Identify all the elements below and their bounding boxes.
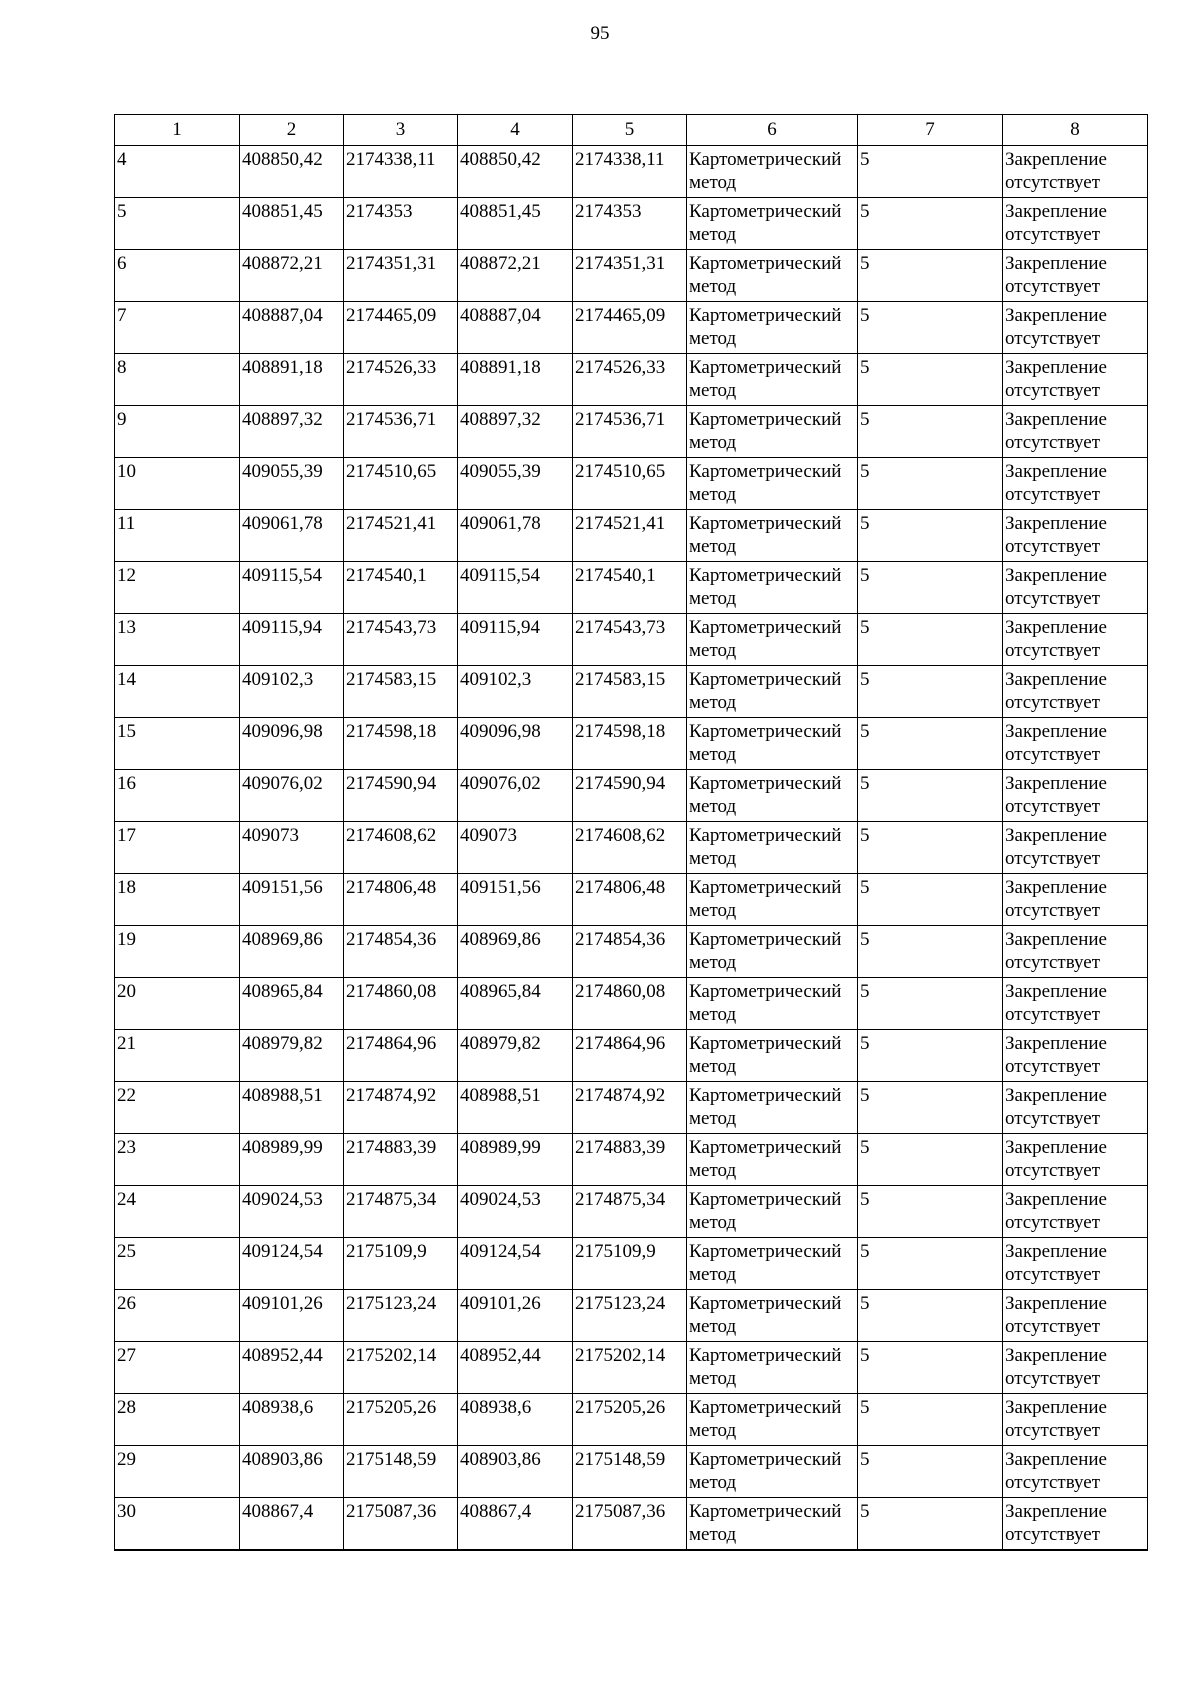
x-new-cell: 409024,53 [458,1186,573,1238]
x-new-cell: 408887,04 [458,302,573,354]
table-row [115,770,1148,822]
method-cell: Картометрический метод [687,1290,858,1342]
table-row [115,406,1148,458]
point-number-cell: 9 [115,406,240,458]
x-old-cell: 408891,18 [240,354,344,406]
method-cell: Картометрический метод [687,1238,858,1290]
point-number-cell: 23 [115,1134,240,1186]
y-old-cell: 2174806,48 [344,874,458,926]
y-new-cell: 2174510,65 [573,458,687,510]
x-old-cell: 408979,82 [240,1030,344,1082]
x-new-cell: 408969,86 [458,926,573,978]
accuracy-cell: 5 [858,198,1003,250]
accuracy-cell: 5 [858,666,1003,718]
y-old-cell: 2175205,26 [344,1394,458,1446]
x-old-cell: 409096,98 [240,718,344,770]
accuracy-cell: 5 [858,1082,1003,1134]
x-new-cell: 409076,02 [458,770,573,822]
fixing-description-cell: Закрепление отсутствует [1003,1082,1148,1134]
point-number-cell: 4 [115,146,240,198]
x-old-cell: 409115,54 [240,562,344,614]
method-cell: Картометрический метод [687,1394,858,1446]
y-new-cell: 2174351,31 [573,250,687,302]
column-header: 7 [858,115,1003,146]
x-old-cell: 408903,86 [240,1446,344,1498]
point-number-cell: 30 [115,1498,240,1550]
accuracy-cell: 5 [858,718,1003,770]
point-number-cell: 10 [115,458,240,510]
accuracy-cell: 5 [858,1290,1003,1342]
point-number-cell: 16 [115,770,240,822]
method-cell: Картометрический метод [687,614,858,666]
accuracy-cell: 5 [858,1446,1003,1498]
table-row [115,146,1148,198]
x-new-cell: 409073 [458,822,573,874]
y-new-cell: 2175109,9 [573,1238,687,1290]
method-cell: Картометрический метод [687,1446,858,1498]
method-cell: Картометрический метод [687,978,858,1030]
fixing-description-cell: Закрепление отсутствует [1003,1394,1148,1446]
y-old-cell: 2174608,62 [344,822,458,874]
table-row [115,874,1148,926]
y-new-cell: 2174860,08 [573,978,687,1030]
x-new-cell: 408897,32 [458,406,573,458]
method-cell: Картометрический метод [687,770,858,822]
column-header: 4 [458,115,573,146]
fixing-description-cell: Закрепление отсутствует [1003,822,1148,874]
table-row [115,1446,1148,1498]
column-header: 6 [687,115,858,146]
fixing-description-cell: Закрепление отсутствует [1003,874,1148,926]
x-new-cell: 409102,3 [458,666,573,718]
table-row [115,198,1148,250]
x-old-cell: 408952,44 [240,1342,344,1394]
y-old-cell: 2174351,31 [344,250,458,302]
x-old-cell: 409124,54 [240,1238,344,1290]
x-old-cell: 408872,21 [240,250,344,302]
table-row [115,926,1148,978]
method-cell: Картометрический метод [687,718,858,770]
point-number-cell: 20 [115,978,240,1030]
x-new-cell: 409124,54 [458,1238,573,1290]
fixing-description-cell: Закрепление отсутствует [1003,458,1148,510]
method-cell: Картометрический метод [687,302,858,354]
x-old-cell: 408851,45 [240,198,344,250]
x-old-cell: 408897,32 [240,406,344,458]
y-new-cell: 2175205,26 [573,1394,687,1446]
method-cell: Картометрический метод [687,822,858,874]
accuracy-cell: 5 [858,1498,1003,1550]
y-new-cell: 2174864,96 [573,1030,687,1082]
y-new-cell: 2175087,36 [573,1498,687,1550]
fixing-description-cell: Закрепление отсутствует [1003,1186,1148,1238]
fixing-description-cell: Закрепление отсутствует [1003,510,1148,562]
point-number-cell: 29 [115,1446,240,1498]
x-new-cell: 408988,51 [458,1082,573,1134]
x-old-cell: 408887,04 [240,302,344,354]
x-old-cell: 408965,84 [240,978,344,1030]
accuracy-cell: 5 [858,510,1003,562]
table-row [115,1030,1148,1082]
method-cell: Картометрический метод [687,1498,858,1550]
y-new-cell: 2174536,71 [573,406,687,458]
y-old-cell: 2174590,94 [344,770,458,822]
y-new-cell: 2174590,94 [573,770,687,822]
method-cell: Картометрический метод [687,458,858,510]
y-old-cell: 2174536,71 [344,406,458,458]
x-new-cell: 408938,6 [458,1394,573,1446]
point-number-cell: 21 [115,1030,240,1082]
accuracy-cell: 5 [858,406,1003,458]
table-row [115,718,1148,770]
y-new-cell: 2175148,59 [573,1446,687,1498]
x-old-cell: 409055,39 [240,458,344,510]
accuracy-cell: 5 [858,874,1003,926]
method-cell: Картометрический метод [687,354,858,406]
y-new-cell: 2174883,39 [573,1134,687,1186]
table-row [115,1290,1148,1342]
method-cell: Картометрический метод [687,1134,858,1186]
y-new-cell: 2174806,48 [573,874,687,926]
fixing-description-cell: Закрепление отсутствует [1003,1446,1148,1498]
accuracy-cell: 5 [858,562,1003,614]
accuracy-cell: 5 [858,1342,1003,1394]
y-old-cell: 2175109,9 [344,1238,458,1290]
header-row [115,115,1148,146]
y-new-cell: 2174521,41 [573,510,687,562]
point-number-cell: 6 [115,250,240,302]
point-number-cell: 25 [115,1238,240,1290]
y-old-cell: 2174874,92 [344,1082,458,1134]
fixing-description-cell: Закрепление отсутствует [1003,718,1148,770]
method-cell: Картометрический метод [687,198,858,250]
x-old-cell: 408850,42 [240,146,344,198]
y-new-cell: 2175202,14 [573,1342,687,1394]
table-row [115,510,1148,562]
accuracy-cell: 5 [858,926,1003,978]
table-row [115,458,1148,510]
method-cell: Картометрический метод [687,406,858,458]
fixing-description-cell: Закрепление отсутствует [1003,354,1148,406]
table-row [115,354,1148,406]
x-new-cell: 409096,98 [458,718,573,770]
point-number-cell: 17 [115,822,240,874]
y-old-cell: 2174875,34 [344,1186,458,1238]
point-number-cell: 11 [115,510,240,562]
accuracy-cell: 5 [858,250,1003,302]
y-old-cell: 2174526,33 [344,354,458,406]
column-header: 8 [1003,115,1148,146]
x-old-cell: 409102,3 [240,666,344,718]
y-old-cell: 2174883,39 [344,1134,458,1186]
fixing-description-cell: Закрепление отсутствует [1003,146,1148,198]
y-old-cell: 2174521,41 [344,510,458,562]
y-old-cell: 2175087,36 [344,1498,458,1550]
x-new-cell: 408891,18 [458,354,573,406]
x-new-cell: 408903,86 [458,1446,573,1498]
point-number-cell: 13 [115,614,240,666]
method-cell: Картометрический метод [687,562,858,614]
table-body [115,146,1148,1550]
method-cell: Картометрический метод [687,146,858,198]
point-number-cell: 27 [115,1342,240,1394]
y-new-cell: 2174353 [573,198,687,250]
y-old-cell: 2175202,14 [344,1342,458,1394]
point-number-cell: 26 [115,1290,240,1342]
y-old-cell: 2174353 [344,198,458,250]
fixing-description-cell: Закрепление отсутствует [1003,562,1148,614]
x-new-cell: 408965,84 [458,978,573,1030]
table-row [115,1394,1148,1446]
point-number-cell: 22 [115,1082,240,1134]
x-old-cell: 408988,51 [240,1082,344,1134]
y-old-cell: 2174543,73 [344,614,458,666]
column-header: 1 [115,115,240,146]
y-old-cell: 2174864,96 [344,1030,458,1082]
y-old-cell: 2174540,1 [344,562,458,614]
point-number-cell: 7 [115,302,240,354]
table-row [115,666,1148,718]
table-row [115,302,1148,354]
column-header: 3 [344,115,458,146]
fixing-description-cell: Закрепление отсутствует [1003,1498,1148,1550]
method-cell: Картометрический метод [687,666,858,718]
x-new-cell: 408872,21 [458,250,573,302]
fixing-description-cell: Закрепление отсутствует [1003,1290,1148,1342]
method-cell: Картометрический метод [687,874,858,926]
method-cell: Картометрический метод [687,1342,858,1394]
x-new-cell: 409061,78 [458,510,573,562]
x-new-cell: 409115,54 [458,562,573,614]
x-old-cell: 408938,6 [240,1394,344,1446]
column-header: 2 [240,115,344,146]
y-old-cell: 2174860,08 [344,978,458,1030]
point-number-cell: 12 [115,562,240,614]
x-old-cell: 409151,56 [240,874,344,926]
x-new-cell: 408850,42 [458,146,573,198]
fixing-description-cell: Закрепление отсутствует [1003,406,1148,458]
x-old-cell: 409115,94 [240,614,344,666]
page-number: 95 [590,23,610,44]
x-old-cell: 409076,02 [240,770,344,822]
accuracy-cell: 5 [858,822,1003,874]
fixing-description-cell: Закрепление отсутствует [1003,198,1148,250]
y-new-cell: 2174338,11 [573,146,687,198]
y-old-cell: 2174598,18 [344,718,458,770]
y-new-cell: 2174583,15 [573,666,687,718]
x-new-cell: 409101,26 [458,1290,573,1342]
y-new-cell: 2174854,36 [573,926,687,978]
x-new-cell: 409115,94 [458,614,573,666]
y-old-cell: 2174465,09 [344,302,458,354]
fixing-description-cell: Закрепление отсутствует [1003,614,1148,666]
accuracy-cell: 5 [858,614,1003,666]
fixing-description-cell: Закрепление отсутствует [1003,1134,1148,1186]
x-old-cell: 409101,26 [240,1290,344,1342]
x-old-cell: 409061,78 [240,510,344,562]
point-number-cell: 8 [115,354,240,406]
x-old-cell: 408989,99 [240,1134,344,1186]
y-new-cell: 2174465,09 [573,302,687,354]
fixing-description-cell: Закрепление отсутствует [1003,770,1148,822]
y-old-cell: 2174338,11 [344,146,458,198]
table-row [115,250,1148,302]
x-old-cell: 408867,4 [240,1498,344,1550]
accuracy-cell: 5 [858,146,1003,198]
x-old-cell: 408969,86 [240,926,344,978]
table-row [115,1082,1148,1134]
x-new-cell: 408851,45 [458,198,573,250]
y-new-cell: 2174543,73 [573,614,687,666]
accuracy-cell: 5 [858,770,1003,822]
accuracy-cell: 5 [858,1186,1003,1238]
x-old-cell: 409024,53 [240,1186,344,1238]
fixing-description-cell: Закрепление отсутствует [1003,1342,1148,1394]
accuracy-cell: 5 [858,302,1003,354]
point-number-cell: 5 [115,198,240,250]
method-cell: Картометрический метод [687,1082,858,1134]
y-old-cell: 2174583,15 [344,666,458,718]
x-new-cell: 408952,44 [458,1342,573,1394]
y-new-cell: 2174598,18 [573,718,687,770]
y-new-cell: 2174526,33 [573,354,687,406]
x-new-cell: 408989,99 [458,1134,573,1186]
table-row [115,1134,1148,1186]
table-row [115,614,1148,666]
table-row [115,1186,1148,1238]
point-number-cell: 14 [115,666,240,718]
y-new-cell: 2174874,92 [573,1082,687,1134]
table-row [115,1238,1148,1290]
fixing-description-cell: Закрепление отсутствует [1003,978,1148,1030]
accuracy-cell: 5 [858,978,1003,1030]
column-header: 5 [573,115,687,146]
accuracy-cell: 5 [858,354,1003,406]
method-cell: Картометрический метод [687,926,858,978]
table-row [115,1342,1148,1394]
fixing-description-cell: Закрепление отсутствует [1003,1238,1148,1290]
y-old-cell: 2174510,65 [344,458,458,510]
y-old-cell: 2174854,36 [344,926,458,978]
coordinates-table [114,114,1148,1551]
x-new-cell: 409055,39 [458,458,573,510]
x-new-cell: 409151,56 [458,874,573,926]
accuracy-cell: 5 [858,1238,1003,1290]
table-row [115,1498,1148,1550]
table-row [115,562,1148,614]
fixing-description-cell: Закрепление отсутствует [1003,250,1148,302]
y-new-cell: 2174608,62 [573,822,687,874]
point-number-cell: 24 [115,1186,240,1238]
accuracy-cell: 5 [858,1134,1003,1186]
table-header [115,115,1148,146]
method-cell: Картометрический метод [687,510,858,562]
table-row [115,978,1148,1030]
y-new-cell: 2174540,1 [573,562,687,614]
y-new-cell: 2175123,24 [573,1290,687,1342]
y-new-cell: 2174875,34 [573,1186,687,1238]
method-cell: Картометрический метод [687,1030,858,1082]
method-cell: Картометрический метод [687,1186,858,1238]
fixing-description-cell: Закрепление отсутствует [1003,926,1148,978]
y-old-cell: 2175148,59 [344,1446,458,1498]
y-old-cell: 2175123,24 [344,1290,458,1342]
fixing-description-cell: Закрепление отсутствует [1003,302,1148,354]
point-number-cell: 28 [115,1394,240,1446]
method-cell: Картометрический метод [687,250,858,302]
x-new-cell: 408979,82 [458,1030,573,1082]
point-number-cell: 15 [115,718,240,770]
point-number-cell: 19 [115,926,240,978]
table-row [115,822,1148,874]
x-new-cell: 408867,4 [458,1498,573,1550]
x-old-cell: 409073 [240,822,344,874]
accuracy-cell: 5 [858,1030,1003,1082]
accuracy-cell: 5 [858,458,1003,510]
accuracy-cell: 5 [858,1394,1003,1446]
point-number-cell: 18 [115,874,240,926]
fixing-description-cell: Закрепление отсутствует [1003,1030,1148,1082]
fixing-description-cell: Закрепление отсутствует [1003,666,1148,718]
